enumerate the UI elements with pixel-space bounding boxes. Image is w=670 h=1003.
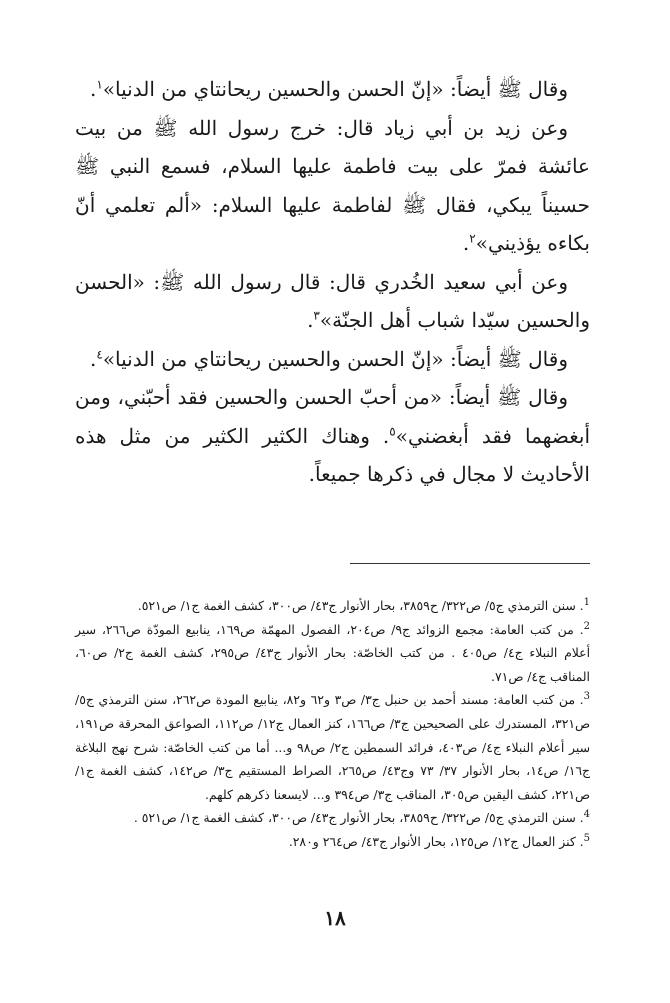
footnote-4 [75, 806, 590, 830]
paragraph-text: وقال ﷺ أيضاً: «من أحبّ الحسن والحسين فقد أحبّني، ومن أبغضهما فقد أبغضني» [75, 385, 591, 448]
paragraph-end: . [90, 346, 97, 371]
paragraph-end: . [90, 77, 97, 101]
footnote-number: 3 [583, 691, 590, 703]
footnote-ref: ٢ [469, 231, 476, 246]
footnote-5 [75, 830, 590, 854]
footnote-text: . من كتب العامة: مسند أحمد بن حنبل ج٣/ ص٣ و٦٢ و٨٢، ينابيع المودة ص٢٦٢، سنن الترمذي ج٥/ ص٣٢١، المستدرك على الصحيحين ج٣/ ص١٦٦، كنز العمال ج١٢/ ص١١٢، الصواعق المحرقة ص١٩١، سير أعلام النبلاء ج٤/ ص٤٠٣، فرائد السمطين ج٢/ ص٩٨ و... أما من كتب الخاصّة: شرح نهج البلاغة ج١٦/ ص١٤، بحار الأنوار ٣٧/ ٧٣ وج٤٣/ ص٢٦٥، الصراط المستقيم ج٣/ ص١٤٢، كشف الغمة ج١/ ص٢٢١، كشف اليقين ص٣٠٥، المناقب ج٣/ ص٣٩٤ و... لايسعنا ذكرهم كلهم. [75, 692, 591, 802]
footnote-divider [350, 563, 590, 564]
footnote-ref: ٣ [313, 308, 320, 323]
paragraph-4 [75, 340, 590, 379]
footnote-2 [75, 618, 590, 689]
footnote-number: 5 [583, 832, 590, 844]
footnote-number: 1 [583, 596, 590, 608]
paragraph-text: وعن زيد بن أبي زياد قال: خرج رسول الله ﷺ من بيت عائشة فمرّ على بيت فاطمة عليها السلام، فسمع النبي ﷺ حسيناً يبكي، فقال ﷺ لفاطمة عليها السلام: «ألم تعلمي أنّ بكاءه يؤذيني» [75, 115, 590, 255]
page-number: ١٨ [324, 906, 346, 930]
paragraph-2 [75, 109, 590, 263]
paragraph-end: . [462, 231, 470, 255]
paragraph-1 [75, 70, 590, 109]
paragraph-end: . [307, 308, 314, 332]
footnote-ref: ٤ [96, 346, 103, 361]
footnote-number: 4 [583, 809, 590, 821]
footnote-3 [75, 688, 590, 806]
footnote-1 [75, 594, 590, 618]
paragraph-5 [75, 378, 590, 494]
paragraph-text: وقال ﷺ أيضاً: «إنّ الحسن والحسين ريحانتاي من الدنيا» [102, 346, 568, 371]
footnote-number: 2 [583, 620, 590, 632]
footnote-ref: ٥ [389, 423, 396, 438]
footnote-text: . كنز العمال ج١٢/ ص١٢٥، بحار الأنوار ج٤٣/ ص٢٦٤ و٢٨٠. [288, 833, 584, 849]
paragraph-end: . وهناك الكثير الكثير من مثل هذه الأحاديث لا مجال في ذكرها جميعاً. [75, 423, 590, 486]
paragraph-text: وقال ﷺ أيضاً: «إنّ الحسن والحسين ريحانتاي من الدنيا» [102, 77, 568, 101]
footnote-text: . سنن الترمذي ج٥/ ص٣٢٢/ ح٣٨٥٩، بحار الأنوار ج٤٣/ ص٣٠٠، كشف الغمة ج١/ ص٥٢١. [137, 598, 584, 613]
main-text [75, 70, 590, 494]
paragraph-3 [75, 263, 590, 340]
footnote-text: . من كتب العامة: مجمع الزوائد ج٩/ ص٢٠٤، الفصول المهمّة ص١٦٩، ينابيع المودّة ص٢٦٦، سير أعلام النبلاء ج٤/ ص٤٠٥ . من كتب الخاصّة: بحار الأنوار ج٤٣/ ص٢٩٥، كشف الغمة ج٢/ ص٦٠، المناقب ج٤/ ص٧١. [75, 621, 591, 684]
footnote-ref: ١ [96, 77, 103, 92]
footnote-text: . سنن الترمذي ج٥/ ص٣٢٢/ ح٣٨٥٩، بحار الأنوار ج٤٣/ ص٣٠٠، كشف الغمة ج١/ ص٥٢١ . [133, 810, 584, 826]
footnotes [75, 594, 590, 854]
paragraph-text: وعن أبي سعيد الخُدري قال: قال رسول الله ﷺ: «الحسن والحسين سيّدا شباب أهل الجنّة» [75, 269, 590, 332]
